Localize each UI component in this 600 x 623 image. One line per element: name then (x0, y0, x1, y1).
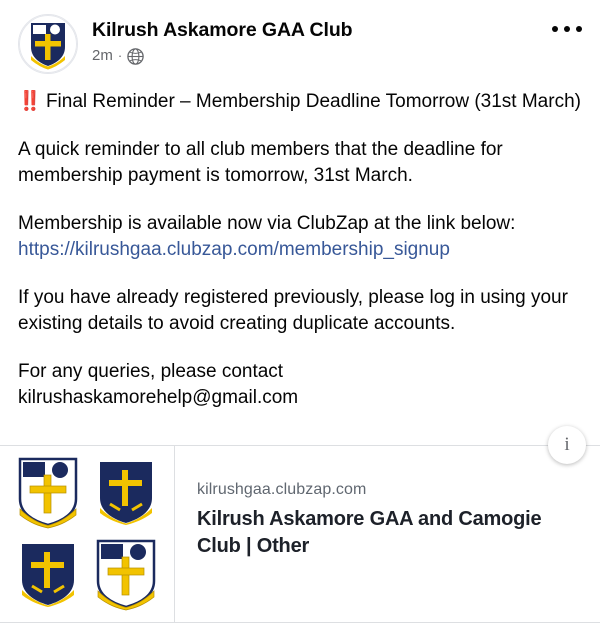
membership-signup-link[interactable]: https://kilrushgaa.clubzap.com/membership_signup (18, 239, 450, 260)
link-preview-card[interactable] (0, 434, 600, 623)
more-options-icon[interactable] (552, 18, 582, 40)
post-paragraph-3: If you have already registered previously, please log in using your existing details to avoid creating duplicate accounts. (18, 287, 568, 334)
post-paragraph-1: A quick reminder to all club members that the deadline for membership payment is tomorrow, 31st March. (18, 139, 503, 186)
post-paragraph-4-line1: For any queries, please contact (18, 361, 284, 382)
link-preview-title[interactable]: Kilrush Askamore GAA and Camogie Club | Other (197, 508, 542, 557)
post-link-paragraph (18, 237, 582, 263)
double-exclamation-icon: ‼️ (18, 90, 41, 112)
meta-separator: · (117, 48, 123, 63)
post-paragraph-2: Membership is available now via ClubZap at the link below: (18, 213, 516, 234)
page-name[interactable]: Kilrush Askamore GAA Club (92, 19, 353, 41)
post-header-text (92, 14, 352, 65)
link-preview-thumbnail[interactable] (0, 446, 175, 622)
post-header (0, 0, 600, 74)
post-timestamp[interactable]: 2m (92, 47, 113, 64)
crest-bottom-left (10, 534, 86, 614)
post-headline-text: Final Reminder – Membership Deadline Tomorrow (31st March) (45, 91, 581, 112)
crest-top-right (88, 452, 164, 532)
post-headline (18, 88, 582, 115)
post-text (0, 74, 600, 411)
crest-top-left (10, 452, 86, 532)
post-meta (92, 46, 352, 65)
club-crests-thumbnail (0, 446, 174, 622)
avatar[interactable] (18, 14, 78, 74)
post-contact-email: kilrushaskamorehelp@gmail.com (18, 387, 299, 408)
link-preview-domain: kilrushgaa.clubzap.com (197, 481, 367, 498)
globe-icon[interactable] (127, 48, 144, 65)
link-preview-info (175, 446, 600, 622)
info-badge[interactable]: i (548, 426, 586, 464)
crest-bottom-right (88, 534, 164, 614)
